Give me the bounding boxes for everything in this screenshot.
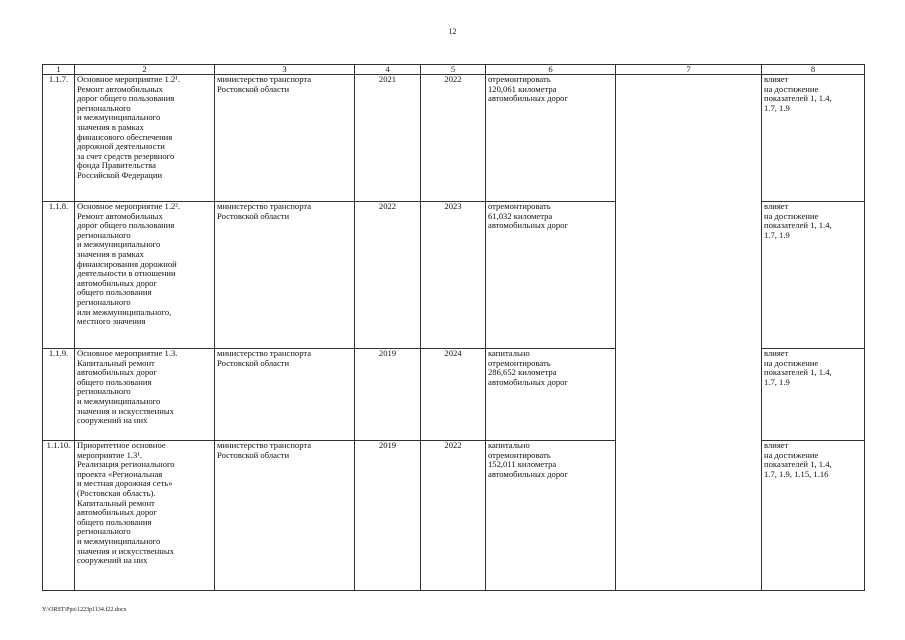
column-header: 4 [355, 65, 421, 75]
executor: министерство транспорта Ростовской области [215, 349, 355, 441]
expected-result: отремонтировать 61,032 километра автомобильных дорог [486, 202, 616, 349]
row-id: 1.1.10. [43, 441, 75, 591]
row-id: 1.1.9. [43, 349, 75, 441]
consequence-cell [616, 75, 762, 591]
indicator-link: влияет на достижение показателей 1, 1.4, 1.7, 1.9 [762, 202, 865, 349]
indicator-link: влияет на достижение показателей 1, 1.4, 1.7, 1.9 [762, 349, 865, 441]
expected-result: отремонтировать 120,061 километра автомобильных дорог [486, 75, 616, 202]
column-header: 8 [762, 65, 865, 75]
column-header: 3 [215, 65, 355, 75]
header-row [43, 65, 865, 75]
executor: министерство транспорта Ростовской области [215, 75, 355, 202]
page-number: 12 [448, 27, 457, 36]
row-id: 1.1.7. [43, 75, 75, 202]
executor: министерство транспорта Ростовской области [215, 441, 355, 591]
table-row [43, 75, 865, 202]
start-year: 2022 [355, 202, 421, 349]
program-activities-table [42, 64, 865, 591]
start-year: 2021 [355, 75, 421, 202]
start-year: 2019 [355, 349, 421, 441]
column-header: 2 [75, 65, 215, 75]
indicator-link: влияет на достижение показателей 1, 1.4, 1.7, 1.9, 1.15, 1.16 [762, 441, 865, 591]
activity-name: Основное мероприятие 1.2¹. Ремонт автомобильных дорог общего пользования регионального и межмуниципального значения в рамках финансового обеспечения дорожной деятельности за счет средств резервного фонда Правительства Российской Федерации [75, 75, 215, 202]
executor: министерство транспорта Ростовской области [215, 202, 355, 349]
end-year: 2022 [421, 441, 486, 591]
file-path-footer: Y:\ORST\Ppo\1223p1134.f22.docx [42, 607, 127, 613]
column-header: 7 [616, 65, 762, 75]
activity-name: Основное мероприятие 1.3. Капитальный ремонт автомобильных дорог общего пользования регионального и межмуниципального значения и искусственных сооружений на них [75, 349, 215, 441]
column-header: 6 [486, 65, 616, 75]
expected-result: капитально отремонтировать 152,011 километра автомобильных дорог [486, 441, 616, 591]
end-year: 2024 [421, 349, 486, 441]
row-id: 1.1.8. [43, 202, 75, 349]
start-year: 2019 [355, 441, 421, 591]
column-header: 1 [43, 65, 75, 75]
expected-result: капитально отремонтировать 286,652 километра автомобильных дорог [486, 349, 616, 441]
end-year: 2022 [421, 75, 486, 202]
column-header: 5 [421, 65, 486, 75]
activity-name: Основное мероприятие 1.2². Ремонт автомобильных дорог общего пользования регионального и межмуниципального значения в рамках финансирования дорожной деятельности в отношении автомобильных дорог общего пользования регионального или межмуниципального, местного значения [75, 202, 215, 349]
activity-name: Приоритетное основное мероприятие 1.3¹. Реализация регионального проекта «Региональная и местная дорожная сеть» (Ростовская область). Капитальный ремонт автомобильных дорог общего пользования регионального и межмуниципального значения и искусственных сооружений на них [75, 441, 215, 591]
indicator-link: влияет на достижение показателей 1, 1.4, 1.7, 1.9 [762, 75, 865, 202]
end-year: 2023 [421, 202, 486, 349]
